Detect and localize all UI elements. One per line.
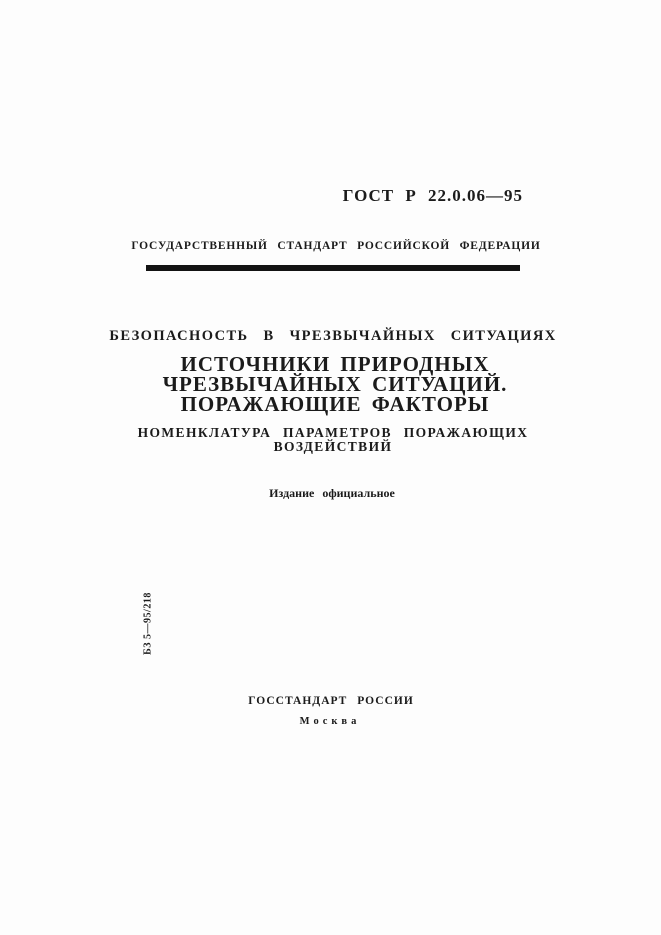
publisher-line: ГОССТАНДАРТ РОССИИ — [248, 695, 414, 707]
main-title-line-1: ИСТОЧНИКИ ПРИРОДНЫХ — [180, 352, 490, 376]
subtitle-line-1: НОМЕНКЛАТУРА ПАРАМЕТРОВ ПОРАЖАЮЩИХ — [137, 425, 529, 440]
doc-number: ГОСТ Р 22.0.06—95 — [342, 186, 523, 205]
subject-line: БЕЗОПАСНОСТЬ В ЧРЕЗВЫЧАЙНЫХ СИТУАЦИЯХ — [109, 328, 557, 344]
divider-bar — [146, 265, 520, 271]
main-title-line-3: ПОРАЖАЮЩИЕ ФАКТОРЫ — [180, 392, 490, 416]
subtitle — [0, 426, 661, 454]
standard-header: ГОСУДАРСТВЕННЫЙ СТАНДАРТ РОССИЙСКОЙ ФЕДЕРАЦИИ — [131, 240, 541, 252]
edition-note: Издание официальное — [269, 486, 395, 500]
main-title — [0, 354, 661, 414]
side-code: БЗ 5—95/218 — [142, 592, 154, 655]
subtitle-line-2: ВОЗДЕЙСТВИЙ — [273, 439, 393, 454]
city-line: Москва — [299, 716, 361, 727]
main-title-line-2: ЧРЕЗВЫЧАЙНЫХ СИТУАЦИЙ. — [162, 372, 508, 396]
